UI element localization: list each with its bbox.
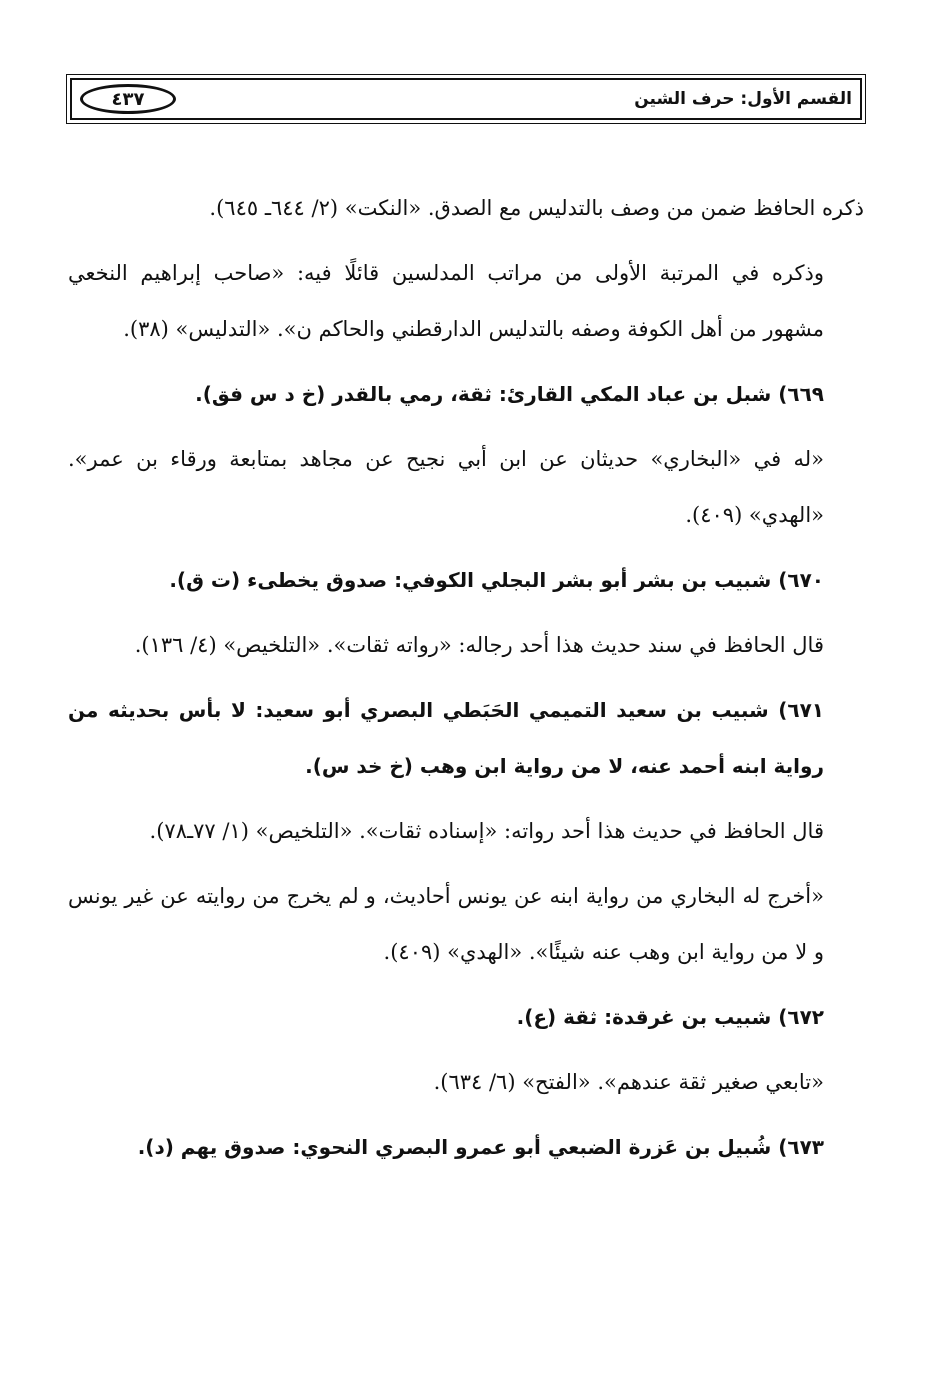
paragraph: قال الحافظ في سند حديث هذا أحد رجاله: «رواته ثقات». «التلخيص» (٤/ ١٣٦). [134, 633, 824, 657]
page-header [70, 78, 862, 120]
page-number: ٤٣٧ [111, 88, 145, 110]
narrator-entry: ٦٦٩) شبل بن عباد المكي القارئ: ثقة، رمي بالقدر (خ د س فق). [195, 382, 824, 406]
paragraph: وذكره في المرتبة الأولى من مراتب المدلسين قائلًا فيه: «صاحب إبراهيم النخعي مشهور من أهل الكوفة وصفه بالتدليس الدارقطني والحاكم ن». «التدليس» (٣٨). [68, 261, 824, 341]
narrator-entry: ٦٧٠) شبيب بن بشر أبو بشر البجلي الكوفي: صدوق يخطىء (ت ق). [169, 568, 824, 592]
running-title: القسم الأول: حرف الشين [634, 89, 852, 109]
page-body [68, 180, 864, 1184]
paragraph: «تابعي صغير ثقة عندهم». «الفتح» (٦/ ٦٣٤). [433, 1070, 824, 1094]
narrator-entry: ٦٧٣) شُبيل بن عَزرة الضبعي أبو عمرو البصري النحوي: صدوق يهم (د). [137, 1135, 824, 1159]
narrator-entry: ٦٧١) شبيب بن سعيد التميمي الحَبَطي البصري أبو سعيد: لا بأس بحديثه من رواية ابنه أحمد عنه، لا من رواية ابن وهب (خ خد س). [68, 698, 824, 778]
paragraph: «أخرج له البخاري من رواية ابنه عن يونس أحاديث، و لم يخرج من روايته عن غير يونس و لا من رواية ابن وهب عنه شيئًا». «الهدي» (٤٠٩). [68, 884, 824, 964]
narrator-entry: ٦٧٢) شبيب بن غرقدة: ثقة (ع). [516, 1005, 824, 1029]
paragraph: قال الحافظ في حديث هذا أحد رواته: «إسناده ثقات». «التلخيص» (١/ ٧٧ـ٧٨). [149, 819, 824, 843]
paragraph: ذكره الحافظ ضمن من وصف بالتدليس مع الصدق. «النكت» (٢/ ٦٤٤ـ ٦٤٥). [209, 196, 864, 220]
paragraph: «له في «البخاري» حديثان عن ابن أبي نجيح عن مجاهد بمتابعة ورقاء بن عمر». «الهدي» (٤٠٩). [68, 447, 824, 527]
page-number-badge [80, 84, 176, 114]
